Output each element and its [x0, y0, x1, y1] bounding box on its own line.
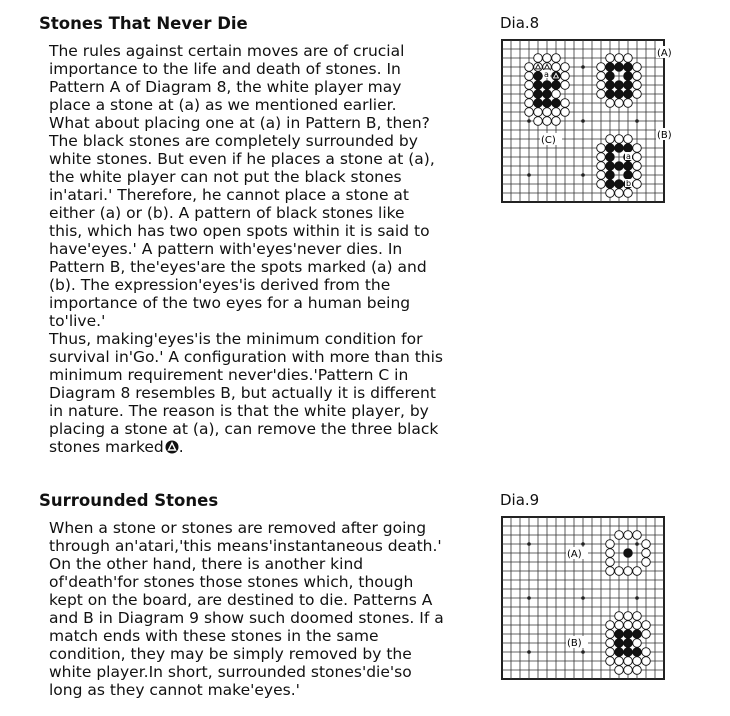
- black-stone: [615, 144, 624, 153]
- black-stone: [606, 144, 615, 153]
- white-stone: [624, 531, 633, 540]
- black-stone: [543, 90, 552, 99]
- point-b-label: b: [626, 179, 632, 188]
- white-stone: [633, 162, 642, 171]
- white-stone: [642, 549, 651, 558]
- body-line: Thus, making'eyes'is the minimum condition for: [49, 330, 423, 348]
- star-point: [635, 119, 639, 123]
- white-stone: [633, 81, 642, 90]
- label-b-upper: (B): [657, 130, 672, 141]
- black-stone: [624, 639, 633, 648]
- body-line: condition, they may be simply removed by the: [49, 645, 412, 663]
- white-stone: [615, 621, 624, 630]
- white-stone: [642, 657, 651, 666]
- body-line: the white player can not put the black stones: [49, 168, 402, 186]
- black-stone: [606, 171, 615, 180]
- white-stone: [534, 54, 543, 63]
- body-line: On the other hand, there is another kind: [49, 555, 364, 573]
- white-stone: [624, 621, 633, 630]
- star-point: [527, 173, 531, 177]
- white-stone: [597, 144, 606, 153]
- section-body: [49, 519, 469, 699]
- white-stone: [597, 72, 606, 81]
- star-point: [581, 65, 585, 69]
- black-stone: [615, 639, 624, 648]
- body-line: minimum requirement never'dies.'Pattern C in: [49, 366, 409, 384]
- star-point: [581, 173, 585, 177]
- white-stone: [624, 657, 633, 666]
- black-stone: [552, 99, 561, 108]
- point-a-label: a: [544, 70, 549, 79]
- body-line: placing a stone at (a), can remove the three black: [49, 420, 439, 438]
- white-stone: [561, 108, 570, 117]
- white-stone: [633, 657, 642, 666]
- black-stone: [624, 144, 633, 153]
- white-stone: [525, 99, 534, 108]
- white-stone: [606, 540, 615, 549]
- label-a-upper: (A): [567, 549, 582, 560]
- black-stone: [615, 648, 624, 657]
- body-line: survival in'Go.' A configuration with more than this: [49, 348, 443, 366]
- star-point: [527, 542, 531, 546]
- black-stone: [624, 81, 633, 90]
- black-stone: [624, 162, 633, 171]
- white-stone: [642, 558, 651, 567]
- black-stone: [615, 630, 624, 639]
- white-stone: [606, 189, 615, 198]
- section-heading: Surrounded Stones: [39, 491, 219, 510]
- body-line: kept on the board, are destined to die. Patterns A: [49, 591, 433, 609]
- body-line: The black stones are completely surrounded by: [49, 132, 418, 150]
- body-line: What about placing one at (a) in Pattern B, then?: [49, 114, 430, 132]
- white-stone: [615, 531, 624, 540]
- body-line: importance to the life and death of stones. In: [49, 60, 401, 78]
- body-line: place a stone at (a) as we mentioned earlier.: [49, 96, 397, 114]
- body-line: Pattern A of Diagram 8, the white player may: [49, 78, 402, 96]
- white-stone: [525, 90, 534, 99]
- label-a-upper: (A): [657, 48, 672, 59]
- body-line: long as they cannot make'eyes.': [49, 681, 300, 699]
- white-stone: [552, 117, 561, 126]
- white-stone: [633, 639, 642, 648]
- body-line: The rules against certain moves are of crucial: [49, 42, 405, 60]
- point-a-label-b: a: [626, 152, 631, 161]
- white-stone: [552, 63, 561, 72]
- star-point: [581, 542, 585, 546]
- black-stone: [534, 81, 543, 90]
- label-b-upper: (B): [567, 638, 582, 649]
- star-point: [581, 119, 585, 123]
- section-body: [49, 42, 469, 456]
- white-stone: [624, 612, 633, 621]
- black-stone: [606, 63, 615, 72]
- black-stone: [615, 162, 624, 171]
- black-stone: [534, 90, 543, 99]
- black-stone: [615, 180, 624, 189]
- white-stone: [606, 558, 615, 567]
- white-stone: [606, 621, 615, 630]
- white-stone: [597, 90, 606, 99]
- black-stone: [606, 153, 615, 162]
- white-stone: [615, 666, 624, 675]
- body-line: have'eyes.' A pattern with'eyes'never dies. In: [49, 240, 403, 258]
- black-stone: [552, 81, 561, 90]
- black-stone: [633, 648, 642, 657]
- white-stone: [606, 657, 615, 666]
- white-stone: [606, 135, 615, 144]
- star-point: [527, 596, 531, 600]
- white-stone: [552, 54, 561, 63]
- black-stone: [606, 72, 615, 81]
- white-stone: [642, 621, 651, 630]
- body-line: importance of the two eyes for a human being: [49, 294, 411, 312]
- body-line: in'atari.' Therefore, he cannot place a stone at: [49, 186, 410, 204]
- black-stone: [615, 81, 624, 90]
- white-stone: [597, 63, 606, 72]
- white-stone: [543, 117, 552, 126]
- body-line: of'death'for stones those stones which, though: [49, 573, 414, 591]
- white-stone: [543, 108, 552, 117]
- star-point: [527, 650, 531, 654]
- white-stone: [633, 153, 642, 162]
- white-stone: [543, 54, 552, 63]
- white-stone: [561, 72, 570, 81]
- black-stone: [606, 180, 615, 189]
- label-c-upper: (C): [541, 135, 556, 146]
- diagram-label: Dia.9: [500, 491, 540, 509]
- section-heading: Stones That Never Die: [39, 14, 248, 33]
- white-stone: [606, 54, 615, 63]
- body-line: through an'atari,'this means'instantaneous death.': [49, 537, 442, 555]
- black-stone-triangle-icon: [165, 440, 179, 454]
- diagram-label: Dia.8: [500, 14, 540, 32]
- white-stone: [597, 180, 606, 189]
- body-line-text: stones marked: [49, 438, 164, 456]
- white-stone: [624, 54, 633, 63]
- white-stone: [606, 549, 615, 558]
- white-stone: [633, 90, 642, 99]
- go-board-diagram-8: [500, 38, 684, 220]
- white-stone: [525, 72, 534, 81]
- white-stone: [615, 657, 624, 666]
- white-stone: [606, 567, 615, 576]
- white-stone: [633, 63, 642, 72]
- white-stone: [633, 171, 642, 180]
- white-stone: [633, 666, 642, 675]
- star-point: [581, 596, 585, 600]
- body-line: Pattern B, the'eyes'are the spots marked (a) and: [49, 258, 427, 276]
- white-stone: [597, 153, 606, 162]
- white-stone: [597, 171, 606, 180]
- white-stone: [552, 90, 561, 99]
- black-stone: [534, 99, 543, 108]
- white-stone: [633, 72, 642, 81]
- body-line: to'live.': [49, 312, 106, 330]
- white-stone: [642, 630, 651, 639]
- black-stone: [606, 162, 615, 171]
- white-stone: [606, 639, 615, 648]
- star-point: [581, 650, 585, 654]
- body-line: When a stone or stones are removed after going: [49, 519, 427, 537]
- white-stone: [606, 630, 615, 639]
- body-line: either (a) or (b). A pattern of black stones like: [49, 204, 405, 222]
- body-line-last: [49, 438, 469, 456]
- white-stone: [633, 531, 642, 540]
- white-stone: [633, 567, 642, 576]
- white-stone: [615, 135, 624, 144]
- white-stone: [624, 666, 633, 675]
- white-stone: [633, 144, 642, 153]
- body-line: (b). The expression'eyes'is derived from the: [49, 276, 391, 294]
- star-point: [635, 596, 639, 600]
- white-stone: [615, 612, 624, 621]
- white-stone: [597, 162, 606, 171]
- star-point: [527, 119, 531, 123]
- white-stone: [624, 99, 633, 108]
- black-stone: [624, 171, 633, 180]
- body-line: in nature. The reason is that the white player, by: [49, 402, 429, 420]
- white-stone: [615, 567, 624, 576]
- white-stone: [534, 117, 543, 126]
- white-stone: [615, 54, 624, 63]
- white-stone: [561, 63, 570, 72]
- body-line: and B in Diagram 9 show such doomed stones. If a: [49, 609, 444, 627]
- white-stone: [615, 99, 624, 108]
- section-stones-never-die: [0, 14, 730, 474]
- white-stone: [624, 189, 633, 198]
- white-stone: [633, 612, 642, 621]
- white-stone: [624, 135, 633, 144]
- black-stone: [624, 72, 633, 81]
- black-stone: [624, 549, 633, 558]
- white-stone: [597, 81, 606, 90]
- black-stone: [606, 90, 615, 99]
- black-stone: [615, 63, 624, 72]
- black-stone: [624, 630, 633, 639]
- go-board-diagram-9: [500, 515, 684, 697]
- black-stone: [534, 72, 543, 81]
- black-stone: [543, 81, 552, 90]
- black-stone: [624, 648, 633, 657]
- black-stone: [606, 81, 615, 90]
- black-stone: [624, 90, 633, 99]
- white-stone: [624, 567, 633, 576]
- white-stone: [534, 108, 543, 117]
- white-stone: [606, 648, 615, 657]
- white-stone: [552, 108, 561, 117]
- white-stone: [561, 99, 570, 108]
- body-line: this, which has two open spots within it is said to: [49, 222, 430, 240]
- white-stone: [525, 63, 534, 72]
- white-stone: [615, 189, 624, 198]
- star-point: [635, 542, 639, 546]
- white-stone: [642, 648, 651, 657]
- white-stone: [606, 99, 615, 108]
- white-stone: [642, 540, 651, 549]
- white-stone: [525, 108, 534, 117]
- black-stone: [615, 90, 624, 99]
- black-stone: [633, 630, 642, 639]
- body-line-suffix: .: [178, 438, 184, 456]
- body-line: Diagram 8 resembles B, but actually it is different: [49, 384, 436, 402]
- black-stone: [543, 99, 552, 108]
- white-stone: [633, 180, 642, 189]
- black-stone: [624, 63, 633, 72]
- body-line: match ends with these stones in the same: [49, 627, 379, 645]
- white-stone: [561, 81, 570, 90]
- section-surrounded-stones: [0, 491, 730, 711]
- white-stone: [525, 81, 534, 90]
- body-line: white player.In short, surrounded stones'die'so: [49, 663, 412, 681]
- body-line: white stones. But even if he places a stone at (a),: [49, 150, 435, 168]
- white-stone: [633, 621, 642, 630]
